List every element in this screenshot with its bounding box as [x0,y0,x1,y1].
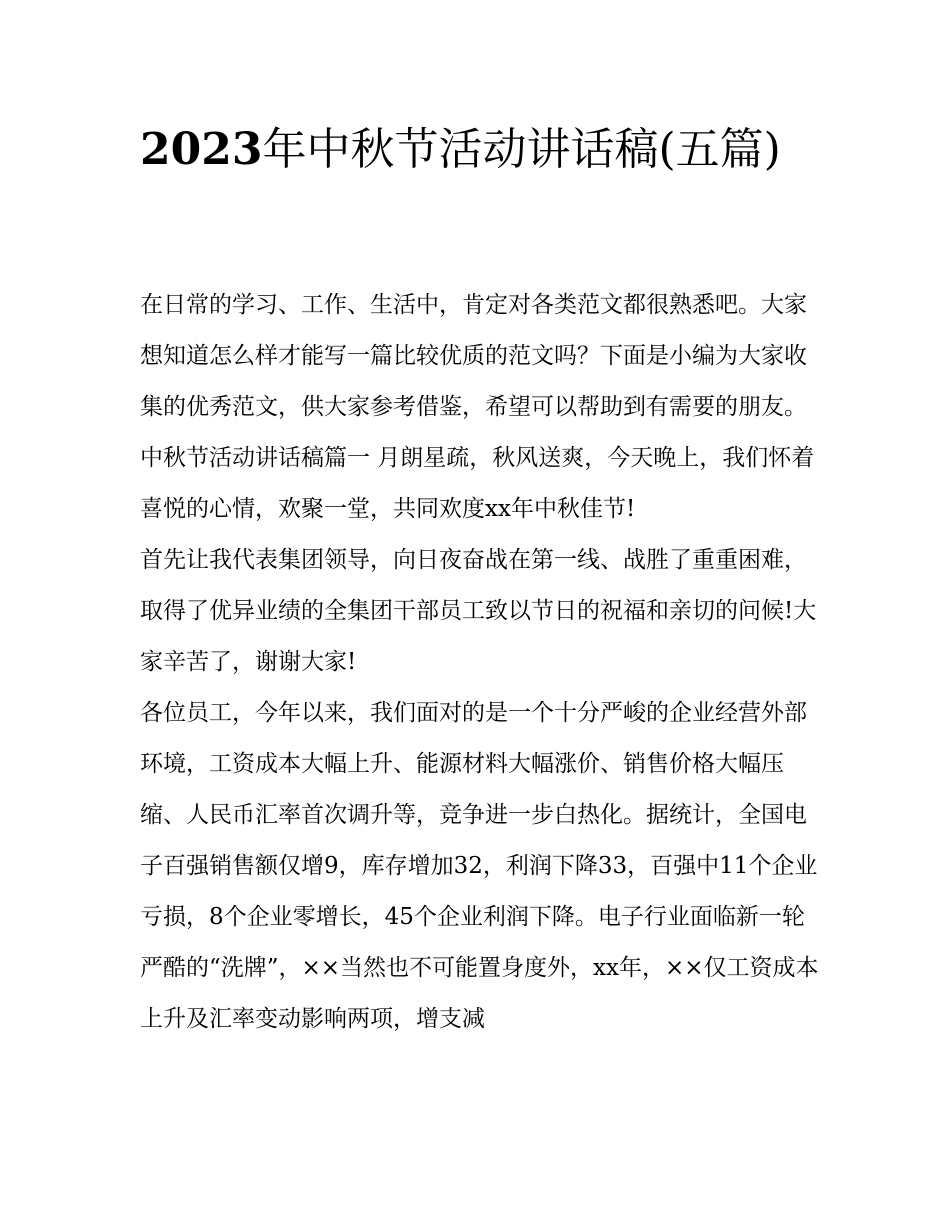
title-year: 2023 [140,124,263,175]
paragraph-intro: 在日常的学习、工作、生活中，肯定对各类范文都很熟悉吧。大家想知道怎么样才能写一篇比较优质的范文吗？下面是小编为大家收集的优秀范文，供大家参考借鉴，希望可以帮助到有需要的朋友。 [140,292,807,420]
paragraph-environment: 各位员工，今年以来，我们面对的是一个十分严峻的企业经营外部环境，工资成本大幅上升、能源材料大幅涨价、销售价格大幅压缩、人民币汇率首次调升等，竞争进一步白热化。据统计，全国电子百强销售额仅增9，库存增加32，利润下降33，百强中11个企业亏损，8个企业零增长，45个企业利润下降。电子行业面临新一轮严酷的“洗牌”，××当然也不可能置身度外，xx年，××仅工资成本上升及汇率变动影响两项，增支减 [140,700,819,1032]
title-text: 年中秋节活动讲话稿(五篇) [262,124,781,175]
paragraph-greeting: 中秋节活动讲话稿篇一 月朗星疏，秋风送爽，今天晚上，我们怀着喜悦的心情，欢聚一堂，共同欢度xx年中秋佳节! [140,445,815,522]
document-body [140,280,820,1045]
paragraph-thanks: 首先让我代表集团领导，向日夜奋战在第一线、战胜了重重困难，取得了优异业绩的全集团干部员工致以节日的祝福和亲切的问候!大家辛苦了，谢谢大家! [140,547,817,675]
document-title [140,112,820,188]
